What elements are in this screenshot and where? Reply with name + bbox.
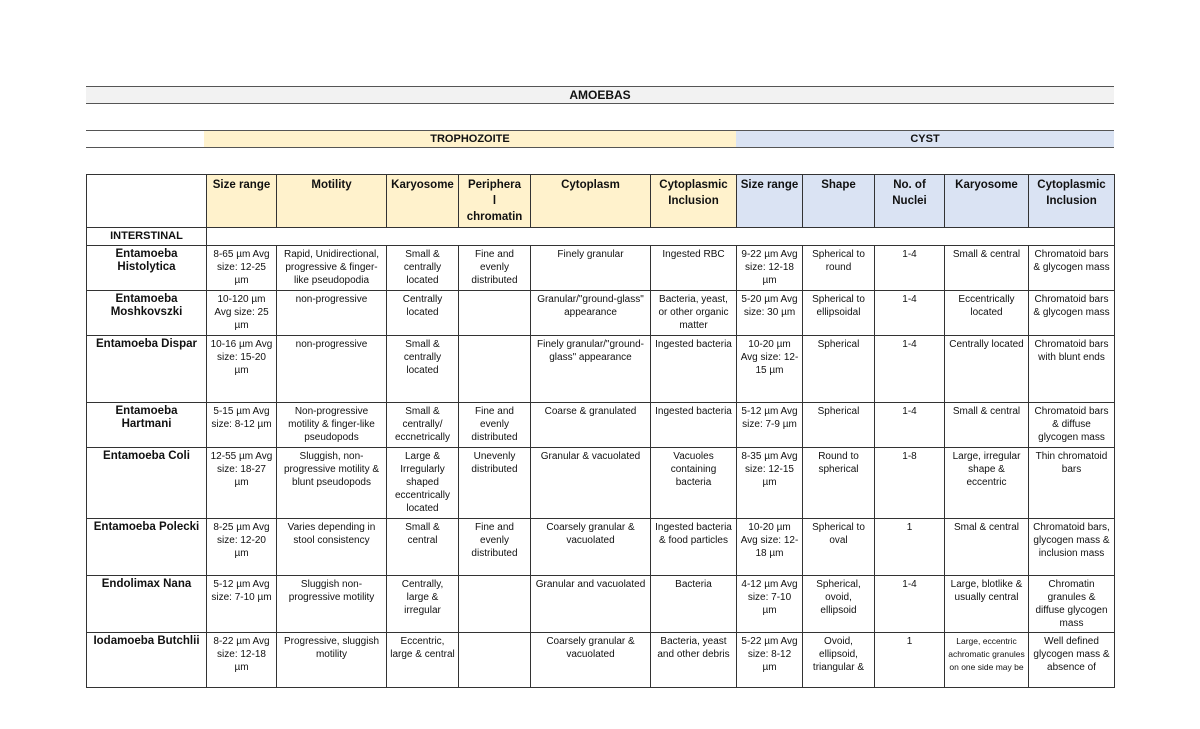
table-cell: Spherical to ellipsoidal xyxy=(803,291,875,336)
table-cell: Rapid, Unidirectional, progressive & finger-like pseudopodia xyxy=(277,246,387,291)
table-cell: Eccentric, large & central xyxy=(387,633,459,688)
table-cell: Round to spherical xyxy=(803,448,875,519)
species-name: Entamoeba Polecki xyxy=(87,519,207,576)
table-row xyxy=(87,576,1115,633)
table-cell: Spherical to round xyxy=(803,246,875,291)
table-cell: Small & central xyxy=(945,403,1029,448)
table-cell: Centrally located xyxy=(387,291,459,336)
section-header-bar xyxy=(86,130,1114,148)
table-cell: non-progressive xyxy=(277,336,387,403)
table-cell: 5-20 µm Avg size: 30 µm xyxy=(737,291,803,336)
header-troph-motility: Motility xyxy=(277,175,387,228)
table-cell: Small & centrally located xyxy=(387,246,459,291)
header-troph-size: Size range xyxy=(207,175,277,228)
table-cell: Spherical xyxy=(803,403,875,448)
table-cell: Eccentrically located xyxy=(945,291,1029,336)
header-cyst-size: Size range xyxy=(737,175,803,228)
species-name: Entamoeba Histolytica xyxy=(87,246,207,291)
table-cell: Non-progressive motility & finger-like pseudopods xyxy=(277,403,387,448)
table-cell: Fine and evenly distributed xyxy=(459,519,531,576)
table-cell: 5-22 µm Avg size: 8-12 µm xyxy=(737,633,803,688)
table-cell: Bacteria, yeast and other debris xyxy=(651,633,737,688)
species-name: Entamoeba Dispar xyxy=(87,336,207,403)
table-cell: Small & centrally/ eccnetrically xyxy=(387,403,459,448)
table-cell: Centrally, large & irregular xyxy=(387,576,459,633)
header-troph-cytoplasmic-inclusion: Cytoplasmic Inclusion xyxy=(651,175,737,228)
page-title: AMOEBAS xyxy=(86,86,1114,104)
table-cell: Fine and evenly distributed xyxy=(459,403,531,448)
table-cell: Ingested bacteria xyxy=(651,403,737,448)
species-name: Endolimax Nana xyxy=(87,576,207,633)
group-row-filler xyxy=(207,228,1115,246)
header-cyst-cytoplasmic-inclusion: Cytoplasmic Inclusion xyxy=(1029,175,1115,228)
species-name: Entamoeba Hartmani xyxy=(87,403,207,448)
table-cell: Finely granular/"ground-glass" appearance xyxy=(531,336,651,403)
table-cell: Coarse & granulated xyxy=(531,403,651,448)
table-cell: 5-12 µm Avg size: 7-10 µm xyxy=(207,576,277,633)
table-cell: Coarsely granular & vacuolated xyxy=(531,633,651,688)
table-row xyxy=(87,336,1115,403)
table-cell: 8-35 µm Avg size: 12-15 µm xyxy=(737,448,803,519)
table-cell: Sluggish, non-progressive motility & blunt pseudopods xyxy=(277,448,387,519)
table-cell: Finely granular xyxy=(531,246,651,291)
section-spacer xyxy=(86,131,204,147)
table-cell: Chromatoid bars with blunt ends xyxy=(1029,336,1115,403)
table-cell: Vacuoles containing bacteria xyxy=(651,448,737,519)
cyst-section-label: CYST xyxy=(736,131,1114,147)
table-cell: Ingested RBC xyxy=(651,246,737,291)
table-cell: Well defined glycogen mass & absence of xyxy=(1029,633,1115,688)
table-row xyxy=(87,519,1115,576)
table-row xyxy=(87,246,1115,291)
species-name: Iodamoeba Butchlii xyxy=(87,633,207,688)
table-cell: Spherical to oval xyxy=(803,519,875,576)
table-cell: 8-22 µm Avg size: 12-18 µm xyxy=(207,633,277,688)
table-cell: Small & central xyxy=(387,519,459,576)
table-cell: Chromatoid bars & glycogen mass xyxy=(1029,291,1115,336)
table-cell xyxy=(459,336,531,403)
header-cyst-shape: Shape xyxy=(803,175,875,228)
table-cell: 1-4 xyxy=(875,336,945,403)
table-cell: non-progressive xyxy=(277,291,387,336)
table-cell: Coarsely granular & vacuolated xyxy=(531,519,651,576)
table-cell: Chromatoid bars, glycogen mass & inclusion mass xyxy=(1029,519,1115,576)
header-cyst-nuclei: No. of Nuclei xyxy=(875,175,945,228)
table-cell: Large, eccentric achromatic granules on one side may be xyxy=(945,633,1029,688)
table-cell: 10-20 µm Avg size: 12-18 µm xyxy=(737,519,803,576)
table-cell: Granular and vacuolated xyxy=(531,576,651,633)
table-cell: 9-22 µm Avg size: 12-18 µm xyxy=(737,246,803,291)
table-cell: Ovoid, ellipsoid, triangular & xyxy=(803,633,875,688)
table-cell: Large, blotlike & usually central xyxy=(945,576,1029,633)
table-cell: 1-4 xyxy=(875,291,945,336)
table-cell: Bacteria, yeast, or other organic matter xyxy=(651,291,737,336)
table-cell: Sluggish non-progressive motility xyxy=(277,576,387,633)
table-cell: 5-12 µm Avg size: 7-9 µm xyxy=(737,403,803,448)
table-cell: Chromatoid bars & glycogen mass xyxy=(1029,246,1115,291)
header-cyst-karyosome: Karyosome xyxy=(945,175,1029,228)
table-cell xyxy=(459,633,531,688)
table-cell: 10-20 µm Avg size: 12-15 µm xyxy=(737,336,803,403)
table-cell: Fine and evenly distributed xyxy=(459,246,531,291)
header-troph-karyosome: Karyosome xyxy=(387,175,459,228)
table-cell: 8-25 µm Avg size: 12-20 µm xyxy=(207,519,277,576)
table-cell: Progressive, sluggish motility xyxy=(277,633,387,688)
table-cell: Granular/"ground-glass" appearance xyxy=(531,291,651,336)
table-cell xyxy=(459,291,531,336)
table-cell: Small & centrally located xyxy=(387,336,459,403)
table-cell: Ingested bacteria xyxy=(651,336,737,403)
table-cell: Chromatin granules & diffuse glycogen mass xyxy=(1029,576,1115,633)
table-cell: Large, irregular shape & eccentric xyxy=(945,448,1029,519)
table-row xyxy=(87,633,1115,688)
table-cell: 1-4 xyxy=(875,403,945,448)
table-cell: Spherical xyxy=(803,336,875,403)
table-cell: 8-65 µm Avg size: 12-25 µm xyxy=(207,246,277,291)
table-row xyxy=(87,403,1115,448)
table-row xyxy=(87,448,1115,519)
table-cell: 1-8 xyxy=(875,448,945,519)
species-name: Entamoeba Coli xyxy=(87,448,207,519)
group-row xyxy=(87,228,1115,246)
table-cell: 1-4 xyxy=(875,576,945,633)
table-cell: Chromatoid bars & diffuse glycogen mass xyxy=(1029,403,1115,448)
table-cell xyxy=(459,576,531,633)
table-header-row xyxy=(87,175,1115,228)
species-name: Entamoeba Moshkovszki xyxy=(87,291,207,336)
table-cell: 4-12 µm Avg size: 7-10 µm xyxy=(737,576,803,633)
table-cell: Smal & central xyxy=(945,519,1029,576)
table-cell: Bacteria xyxy=(651,576,737,633)
header-troph-peripheral-chromatin: Periphera l chromatin xyxy=(459,175,531,228)
table-cell: Spherical, ovoid, ellipsoid xyxy=(803,576,875,633)
table-cell: Varies depending in stool consistency xyxy=(277,519,387,576)
table-cell: 1-4 xyxy=(875,246,945,291)
trophozoite-section-label: TROPHOZOITE xyxy=(204,131,736,147)
table-cell: Ingested bacteria & food particles xyxy=(651,519,737,576)
table-cell: Large & Irregularly shaped eccentrically located xyxy=(387,448,459,519)
header-blank xyxy=(87,175,207,228)
header-troph-cytoplasm: Cytoplasm xyxy=(531,175,651,228)
table-row xyxy=(87,291,1115,336)
table-cell: Granular & vacuolated xyxy=(531,448,651,519)
table-cell: 10-16 µm Avg size: 15-20 µm xyxy=(207,336,277,403)
table-cell: Small & central xyxy=(945,246,1029,291)
table-cell: 10-120 µm Avg size: 25 µm xyxy=(207,291,277,336)
group-label: INTERSTINAL xyxy=(87,228,207,246)
table-cell: Unevenly distributed xyxy=(459,448,531,519)
table-cell: Centrally located xyxy=(945,336,1029,403)
table-cell: 1 xyxy=(875,519,945,576)
table-cell: Thin chromatoid bars xyxy=(1029,448,1115,519)
table-cell: 5-15 µm Avg size: 8-12 µm xyxy=(207,403,277,448)
table-cell: 12-55 µm Avg size: 18-27 µm xyxy=(207,448,277,519)
table-cell: 1 xyxy=(875,633,945,688)
amoebas-table xyxy=(86,174,1115,688)
